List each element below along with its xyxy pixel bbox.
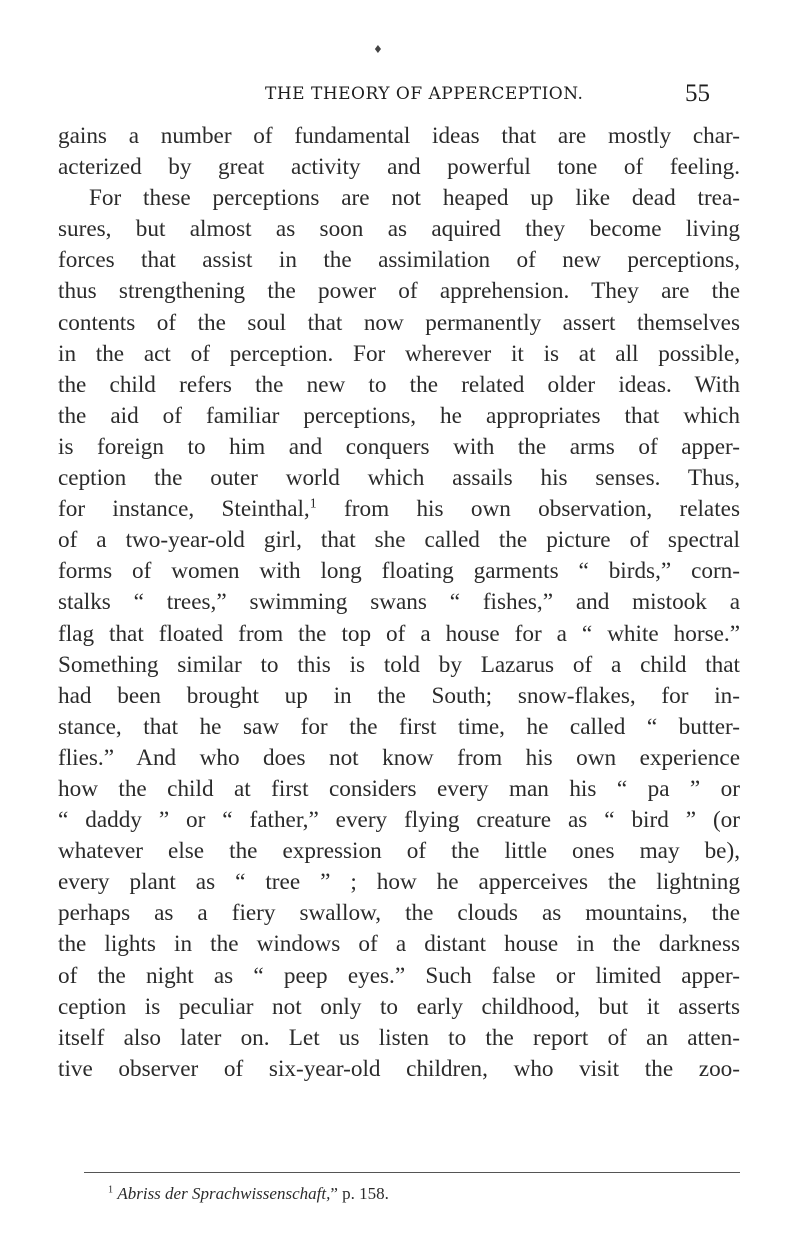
page-number: 55 xyxy=(685,80,710,107)
footnote-divider xyxy=(84,1172,740,1173)
text-line: stance, that he saw for the first time, he called “ butter- xyxy=(58,713,740,740)
text-line: stalks “ trees,” swimming swans “ fishes,” and mistook a xyxy=(58,589,740,616)
footnote-page-ref: p. 158. xyxy=(337,1184,389,1203)
text-line: forces that assist in the assimilation of new perceptions, xyxy=(58,247,740,274)
text-line: ception the outer world which assails his senses. Thus, xyxy=(58,465,740,492)
text-line: of a two-year-old girl, that she called the picture of spectral xyxy=(58,527,740,554)
text-line-rest: from his own observation, relates xyxy=(316,496,740,523)
text-line: Something similar to this is told by Lazarus of a child that xyxy=(58,651,740,678)
text-line: of the night as “ peep eyes.” Such false or limited apper- xyxy=(58,962,740,989)
text-line: itself also later on. Let us listen to the report of an atten- xyxy=(58,1024,740,1051)
text-line: thus strengthening the power of apprehension. They are the xyxy=(58,278,740,305)
text-line: in the act of perception. For wherever it is at all possible, xyxy=(58,340,740,367)
text-line: the lights in the windows of a distant house in the darkness xyxy=(58,931,740,958)
text-line: every plant as “ tree ” ; how he apperceives the lightning xyxy=(58,869,740,896)
text-line: “ daddy ” or “ father,” every flying creature as “ bird ” (or xyxy=(58,807,740,834)
text-line-start: for instance, Steinthal, xyxy=(58,496,310,523)
text-line: is foreign to him and conquers with the arms of apper- xyxy=(58,433,740,460)
page-header xyxy=(0,82,800,112)
text-line: how the child at first considers every man his “ pa ” or xyxy=(58,775,740,802)
text-line: the child refers the new to the related older ideas. With xyxy=(58,371,740,398)
text-line: the aid of familiar perceptions, he appropriates that which xyxy=(58,402,740,429)
footnote xyxy=(108,1184,389,1204)
text-line: tive observer of six-year-old children, who visit the zoo- xyxy=(58,1055,740,1082)
text-line: gains a number of fundamental ideas that are mostly char- xyxy=(58,123,740,149)
footnote-reference: 1 xyxy=(309,496,317,512)
text-line: acterized by great activity and powerful tone of feeling. xyxy=(58,154,740,181)
printer-mark: ♦ xyxy=(373,43,383,56)
text-line: sures, but almost as soon as aquired they become living xyxy=(58,216,740,243)
running-head: THE THEORY OF APPERCEPTION. xyxy=(265,84,584,104)
text-line-with-footnote-ref xyxy=(58,494,740,525)
text-line: flag that floated from the top of a house for a “ white horse.” xyxy=(58,620,740,647)
text-line: had been brought up in the South; snow-flakes, for in- xyxy=(58,682,740,709)
text-line: ception is peculiar not only to early childhood, but it asserts xyxy=(58,993,740,1020)
text-line: whatever else the expression of the little ones may be), xyxy=(58,838,740,865)
text-line: forms of women with long floating garments “ birds,” corn- xyxy=(58,558,740,585)
footnote-title: Abriss der Sprachwissenschaft, xyxy=(117,1184,331,1203)
footnote-marker: 1 xyxy=(108,1184,114,1196)
text-line: perhaps as a fiery swallow, the clouds as mountains, the xyxy=(58,900,740,927)
footnote-quote: ” xyxy=(330,1184,338,1203)
body-paragraph xyxy=(58,121,740,1085)
text-line: flies.” And who does not know from his own experience xyxy=(58,744,740,771)
text-line: For these perceptions are not heaped up like dead trea- xyxy=(89,185,740,212)
text-line: contents of the soul that now permanently assert themselves xyxy=(58,309,740,336)
